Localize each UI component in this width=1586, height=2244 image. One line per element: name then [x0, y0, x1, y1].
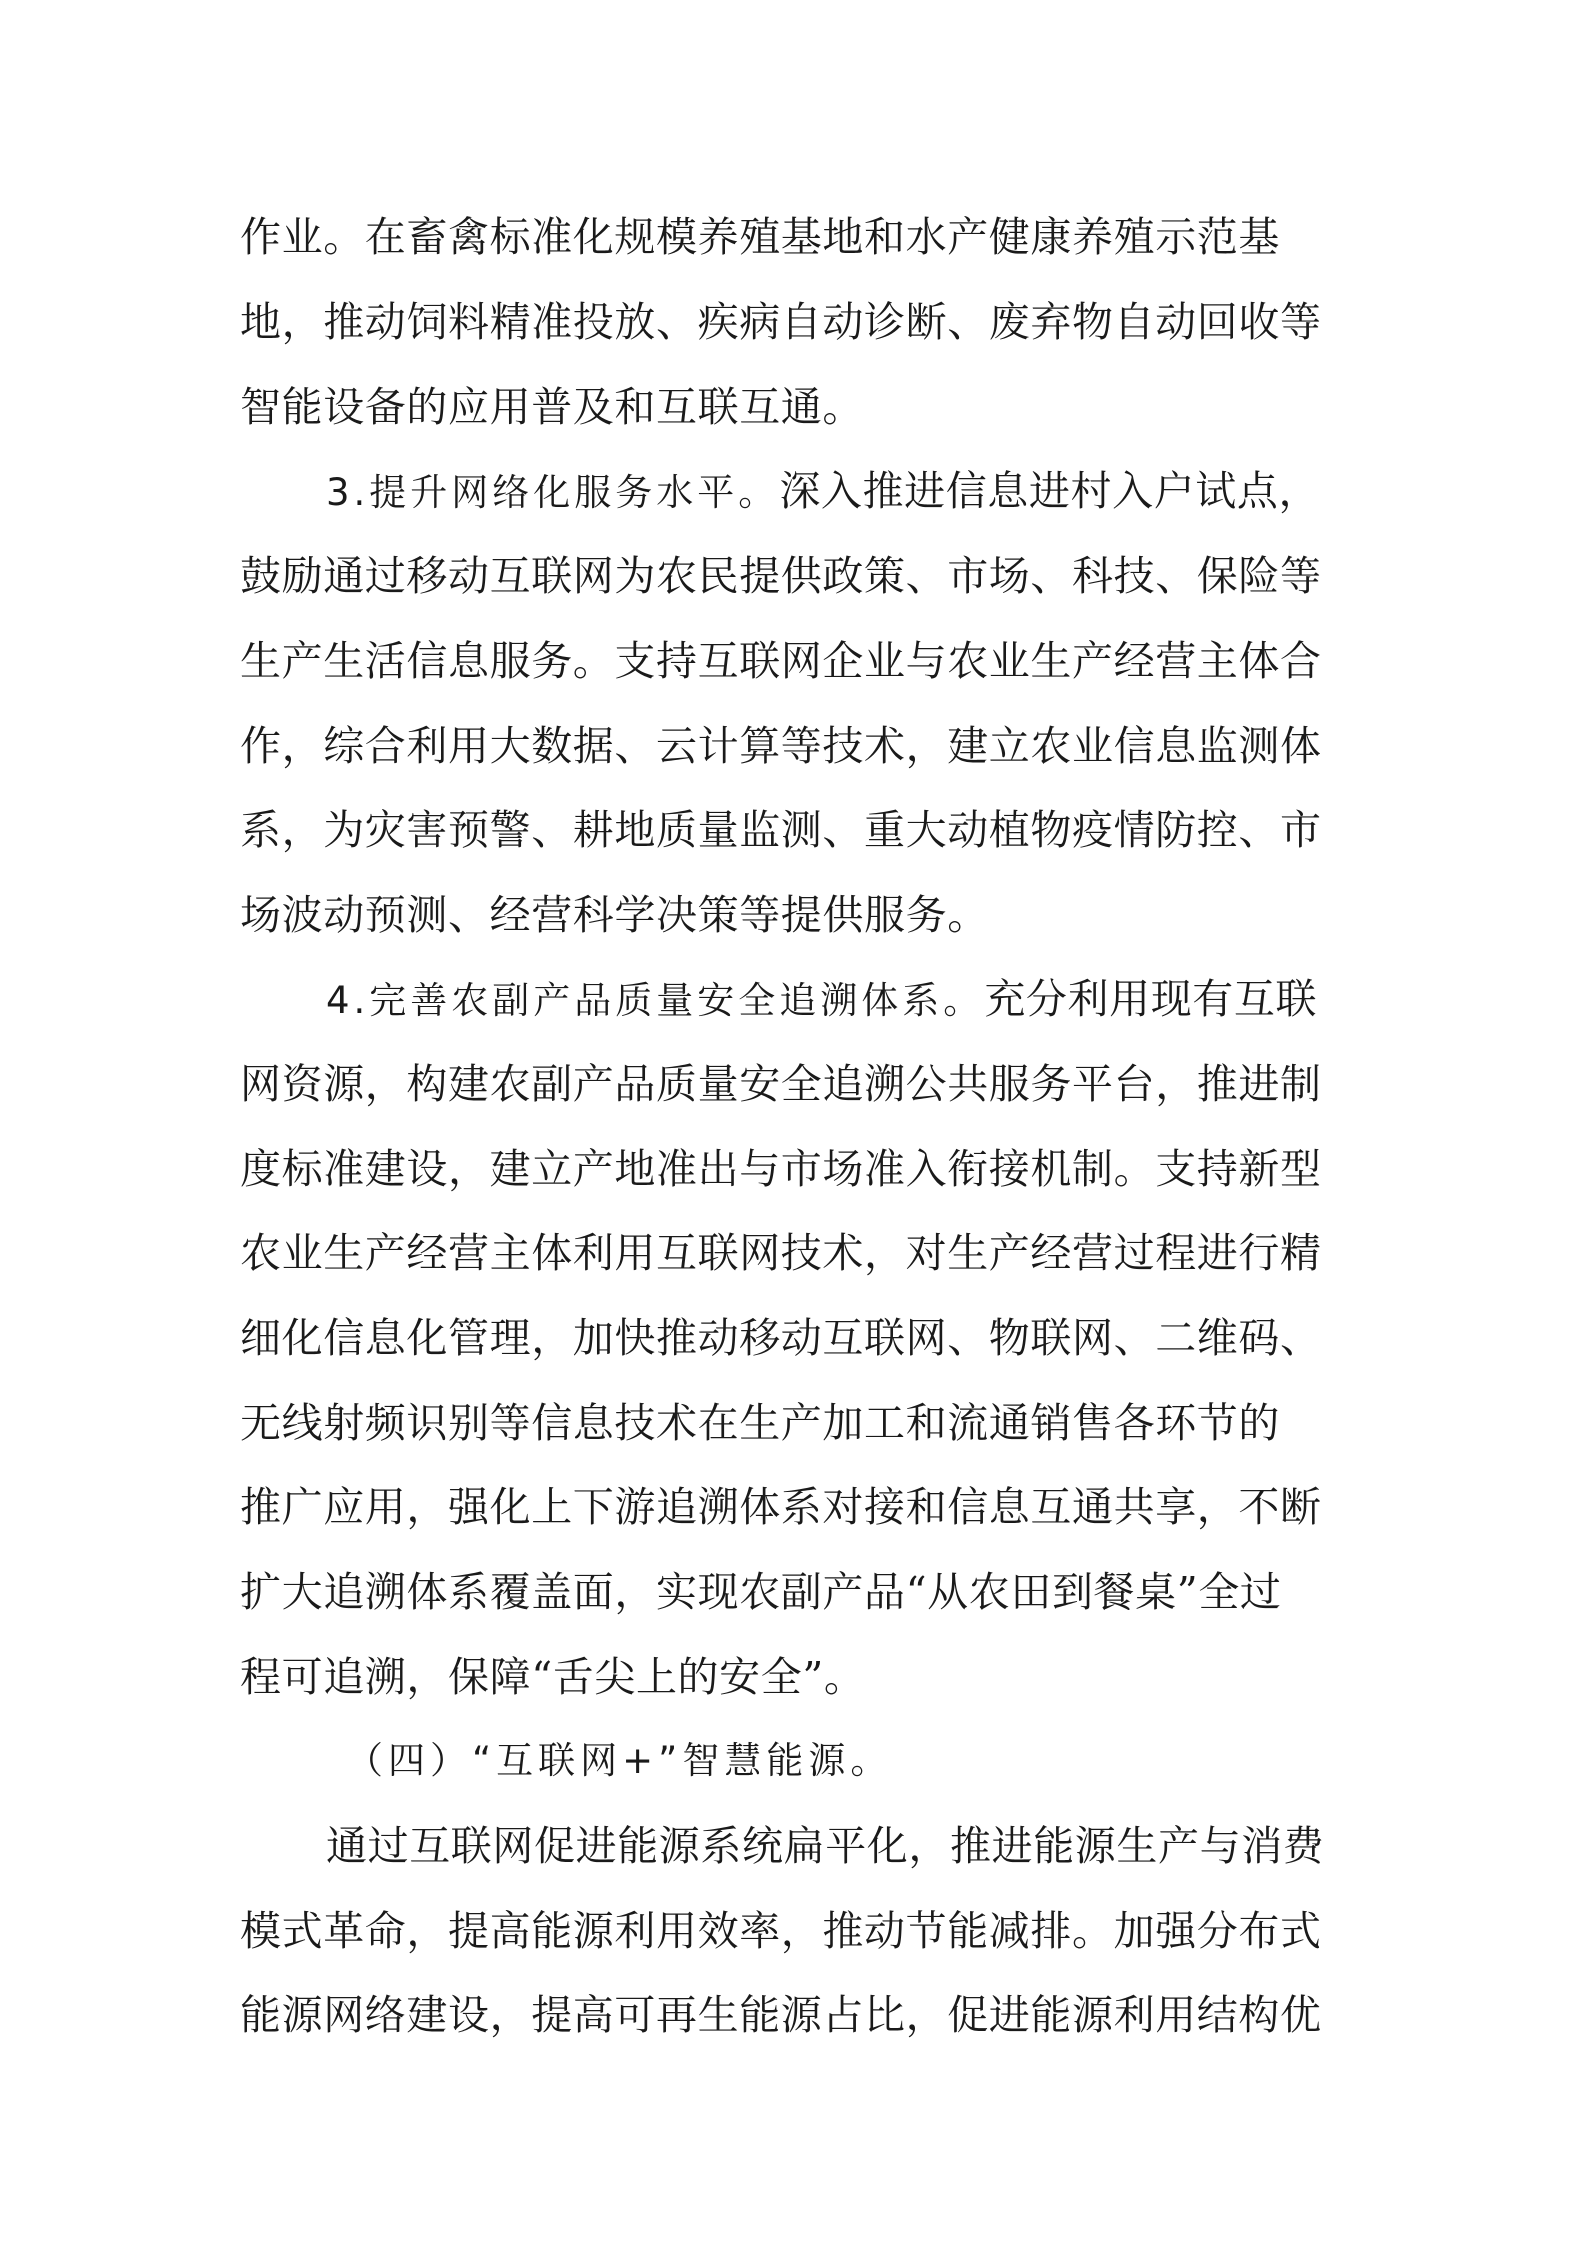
text-line: 无线射频识别等信息技术在生产加工和流通销售各环节的 — [240, 1399, 1280, 1447]
text-line: 能源网络建设，提高可再生能源占比，促进能源利用结构优 — [240, 1991, 1322, 2039]
item-4-heading: 4.完善农副产品质量安全追溯体系。 — [326, 979, 985, 1022]
text-line: 作，综合利用大数据、云计算等技术，建立农业信息监测体 — [240, 722, 1322, 770]
text-line: 场波动预测、经营科学决策等提供服务。 — [240, 891, 989, 939]
text-line: 作业。在畜禽标准化规模养殖基地和水产健康养殖示范基 — [240, 213, 1280, 261]
text-line: 鼓励通过移动互联网为农民提供政策、市场、科技、保险等 — [240, 552, 1322, 600]
text-line: 模式革命，提高能源利用效率，推动节能减排。加强分布式 — [240, 1907, 1322, 1955]
energy-paragraph-first-line: 通过互联网促进能源系统扁平化，推进能源生产与消费 — [326, 1822, 1325, 1870]
text-line: 地，推动饲料精准投放、疾病自动诊断、废弃物自动回收等 — [240, 298, 1322, 346]
item-3-line — [326, 461, 1320, 521]
item-3-text: 深入推进信息进村入户试点， — [779, 467, 1321, 515]
text-line: 网资源，构建农副产品质量安全追溯公共服务平台，推进制 — [240, 1060, 1322, 1108]
text-line: 程可追溯，保障“舌尖上的安全”。 — [240, 1653, 866, 1701]
text-line: 推广应用，强化上下游追溯体系对接和信息互通共享，不断 — [240, 1483, 1322, 1531]
text-line: 系，为灾害预警、耕地质量监测、重大动植物疫情防控、市 — [240, 806, 1322, 854]
text-line: 生产生活信息服务。支持互联网企业与农业生产经营主体合 — [240, 637, 1322, 685]
text-line: 智能设备的应用普及和互联互通。 — [240, 383, 864, 431]
text-line: 细化信息化管理，加快推动移动互联网、物联网、二维码、 — [240, 1314, 1322, 1362]
section-4-heading: （四）“互联网+”智慧能源。 — [346, 1739, 893, 1782]
item-3-heading: 3.提升网络化服务水平。 — [326, 471, 780, 514]
item-4-line — [326, 969, 1317, 1029]
item-4-text: 充分利用现有互联 — [984, 975, 1318, 1023]
text-line: 度标准建设，建立产地准出与市场准入衔接机制。支持新型 — [240, 1145, 1322, 1193]
text-line: 扩大追溯体系覆盖面，实现农副产品“从农田到餐桌”全过 — [240, 1568, 1282, 1616]
text-line: 农业生产经营主体利用互联网技术，对生产经营过程进行精 — [240, 1229, 1322, 1277]
